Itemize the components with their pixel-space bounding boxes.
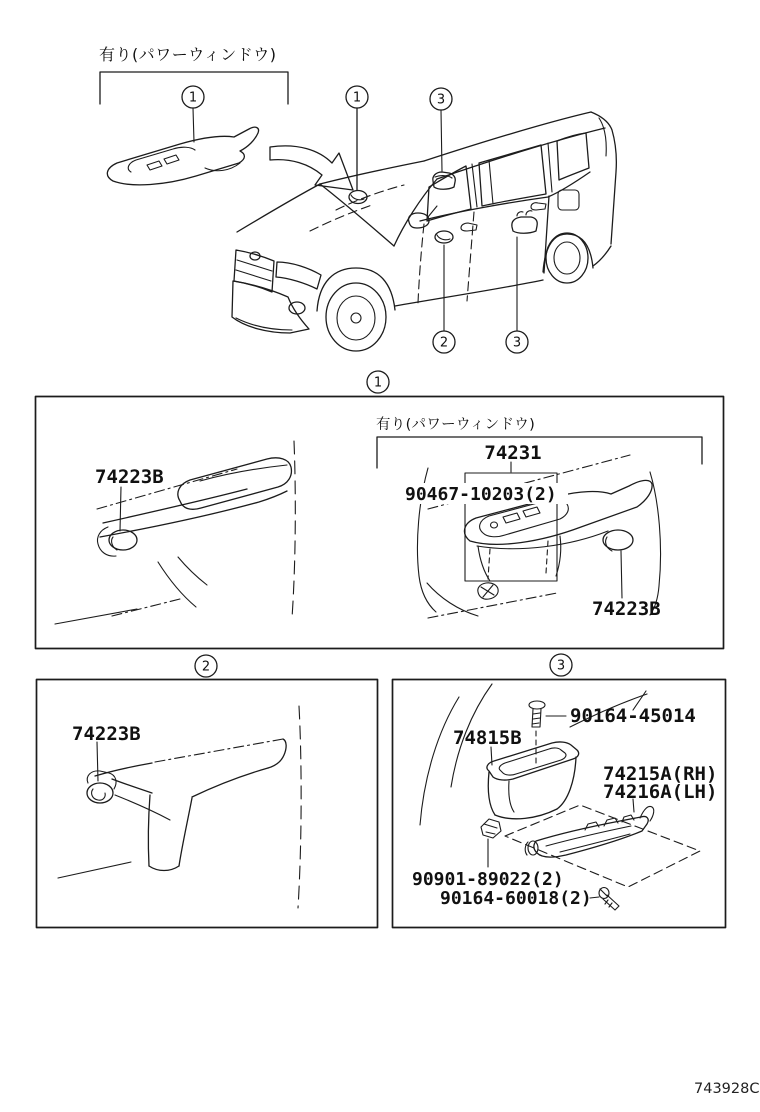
power-window-note-box1: 有り(パワーウィンドウ) <box>376 417 536 433</box>
rear-door-switch-part <box>512 211 537 234</box>
lower-screw-drawing <box>599 888 619 911</box>
callout-3-box-num: 3 <box>556 658 566 674</box>
callout-leader-lines <box>193 108 517 331</box>
part-label-74215a-rh: 74215A(RH) <box>603 763 718 785</box>
part-label-90901-89022: 90901-89022(2) <box>412 869 564 890</box>
part-label-74223b-box2: 74223B <box>72 723 141 745</box>
direction-arrow <box>270 146 353 190</box>
part-label-74815b: 74815B <box>453 727 522 749</box>
callout-2-frontdoor-num: 2 <box>439 335 449 351</box>
pocket-drawing <box>487 742 579 819</box>
power-window-note-top: 有り(パワーウィンドウ) <box>99 45 277 64</box>
figure-code: 743928C <box>694 1081 760 1097</box>
callout-3-reardoor-num: 3 <box>512 335 522 351</box>
box1-door-trim-manual-drawing <box>55 441 295 624</box>
clip-drawing <box>481 819 501 838</box>
part-label-74216a-lh: 74216A(LH) <box>603 781 718 803</box>
cowl-grommet-part <box>349 191 367 204</box>
side-mirror <box>408 206 437 228</box>
front-door-plug-part <box>435 231 453 243</box>
detail-box-2 <box>37 680 378 928</box>
callout-1-topleft-num: 1 <box>188 90 198 106</box>
part-label-74223b-box1-left: 74223B <box>95 466 164 488</box>
box1-door-trim-power-drawing <box>377 437 702 618</box>
screw-clip-drawing <box>478 583 498 599</box>
switch-panel-part-drawing <box>107 127 258 185</box>
callout-2-box-num: 2 <box>201 659 211 675</box>
part-label-90467-10203: 90467-10203(2) <box>405 484 557 505</box>
part-label-74223b-box1-right: 74223B <box>592 598 661 620</box>
callout-3-frontdoor-num: 3 <box>436 92 446 108</box>
callout-1-box-num: 1 <box>373 375 383 391</box>
callout-1-cowl-num: 1 <box>352 90 362 106</box>
part-label-90164-45014: 90164-45014 <box>570 705 696 727</box>
part-label-90164-60018: 90164-60018(2) <box>440 888 592 909</box>
part-label-74231: 74231 <box>484 442 542 464</box>
